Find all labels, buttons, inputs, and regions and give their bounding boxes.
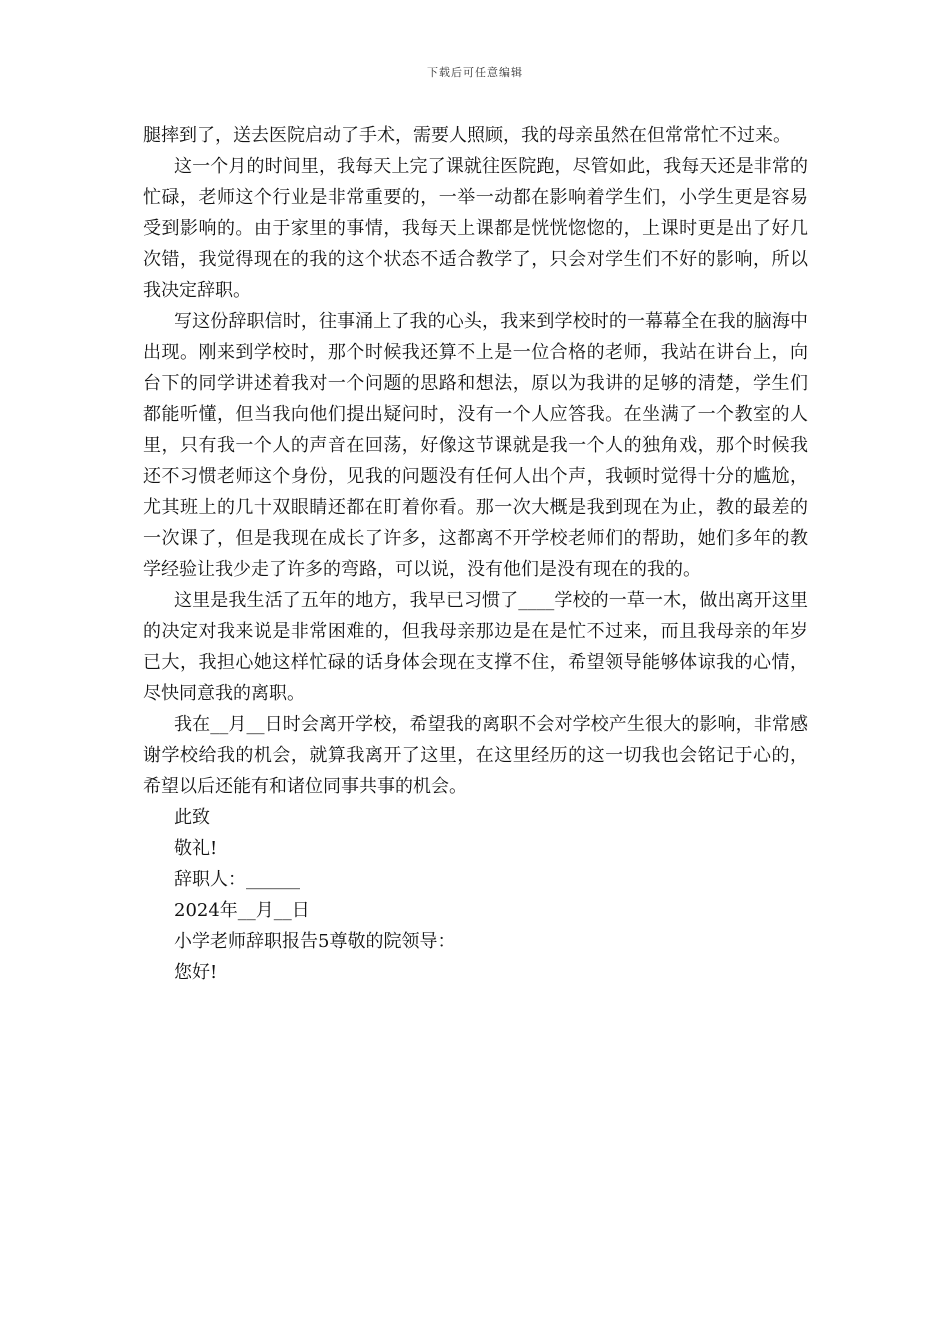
paragraph: 写这份辞职信时，往事涌上了我的心头，我来到学校时的一幕幕全在我的脑海中出现。刚来到学校时，那个时候我还算不上是一位合格的老师，我站在讲台上，向台下的同学讲述着我对一个问题的思路和想法，原以为我讲的足够的清楚，学生们都能听懂，但当我向他们提出疑问时，没有一个人应答我。在坐满了一个教室的人里，只有我一个人的声音在回荡，好像这节课就是我一个人的独角戏，那个时候我还不习惯老师这个身份，见我的问题没有任何人出个声，我顿时觉得十分的尴尬，尤其班上的几十双眼睛还都在盯着你看。那一次大概是我到现在为止，教的最差的一次课了，但是我现在成长了许多，这都离不开学校老师们的帮助，她们多年的教学经验让我少走了许多的弯路，可以说，没有他们是没有现在的我的。 (143, 311, 808, 580)
paragraph: 这一个月的时间里，我每天上完了课就往医院跑，尽管如此，我每天还是非常的忙碌，老师这个行业是非常重要的，一举一动都在影响着学生们，小学生更是容易受到影响的。由于家里的事情，我每天上课都是恍恍惚惚的，上课时更是出了好几次错，我觉得现在的我的这个状态不适合教学了，只会对学生们不好的影响，所以我决定辞职。 (143, 156, 808, 301)
date-line: 2024年__月__日 (174, 900, 310, 921)
page-header: 下载后可任意编辑 (427, 66, 523, 79)
paragraph: 腿摔到了，送去医院启动了手术，需要人照顾，我的母亲虽然在但常常忙不过来。 (143, 125, 791, 146)
paragraph: 这里是我生活了五年的地方，我早已习惯了____学校的一草一木，做出离开这里的决定对我来说是非常困难的，但我母亲那边是在是忙不过来，而且我母亲的年岁已大，我担心她这样忙碌的话身体会现在支撑不住，希望领导能够体谅我的心情，尽快同意我的离职。 (143, 590, 808, 704)
closing-regards: 敬礼! (174, 838, 218, 859)
signature-line: 辞职人：______ (174, 869, 300, 890)
closing-salutation: 此致 (174, 807, 210, 828)
letter-body (143, 120, 808, 988)
greeting-line: 您好! (174, 962, 218, 983)
next-report-title: 小学老师辞职报告5尊敬的院领导： (174, 931, 456, 952)
paragraph: 我在__月__日时会离开学校，希望我的离职不会对学校产生很大的影响，非常感谢学校给我的机会，就算我离开了这里，在这里经历的这一切我也会铭记于心的，希望以后还能有和诸位同事共事的机会。 (143, 714, 808, 797)
